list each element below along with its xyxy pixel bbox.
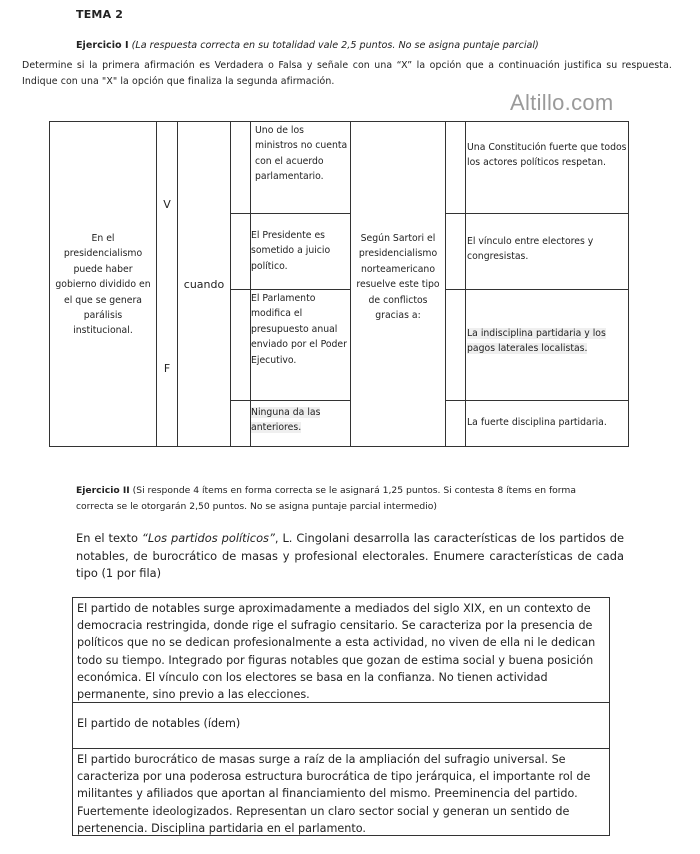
table-row: El partido de notables (ídem) bbox=[72, 702, 610, 748]
answer-3: La indisciplina partidaria y los pagos laterales localistas. bbox=[467, 328, 606, 355]
option-4: Ninguna da las anteriores. bbox=[251, 407, 321, 434]
option-1: Uno de los ministros no cuenta con el acuerdo parlamentario. bbox=[255, 125, 348, 183]
answer-2: El vínculo entre electores y congresistas. bbox=[467, 236, 594, 263]
answer-4: La fuerte disciplina partidaria. bbox=[467, 417, 607, 428]
intro-book-title: “Los partidos políticos” bbox=[141, 531, 275, 545]
exercise-2-heading bbox=[76, 483, 616, 515]
exercise-2-intro bbox=[76, 530, 624, 583]
exercise-2-note: (Si responde 4 ítems en forma correcta se le asignará 1,25 puntos. Si contesta 8 ítems en forma correcta se le otorgarán 2,50 puntos. No se asigna puntaje parcial intermedio) bbox=[76, 485, 577, 512]
true-marker: V bbox=[163, 198, 171, 211]
false-marker: F bbox=[163, 362, 171, 375]
option-2: El Presidente es sometido a juicio político. bbox=[251, 230, 331, 272]
exercise-1-instructions: Determine si la primera afirmación es Verdadera o Falsa y señale con una “X” la opción que a continuación justifica su respuesta. Indique con una "X" la opción que finaliza la segunda afirmación. bbox=[22, 60, 672, 87]
page-title: TEMA 2 bbox=[76, 8, 124, 21]
exercise-2-label: Ejercicio II bbox=[76, 485, 130, 496]
connector-word: cuando bbox=[183, 278, 225, 291]
intro-text-start: En el texto bbox=[76, 531, 142, 545]
option-3: El Parlamento modifica el presupuesto anual enviado por el Poder Ejecutivo. bbox=[251, 293, 347, 366]
statement-cell: En el presidencialismo puede haber gobierno dividido en el que se genera parálisis institucional. bbox=[55, 233, 151, 337]
table-row: El partido burocrático de masas surge a raíz de la ampliación del sufragio universal. Se caracteriza por una poderosa estructura burocrática de tipo jerárquica, el importante rol de militantes y afiliados que aportan al financiamiento del mismo. Preeminencia del partido. Fuertemente ideologizados. Representan un claro sector social y generan un sentido de pertenencia. Disciplina partidaria en el parlamento. bbox=[72, 748, 610, 836]
answer-1: Una Constitución fuerte que todos los actores políticos respetan. bbox=[467, 142, 627, 169]
watermark-logo: Altillo.com bbox=[510, 90, 614, 115]
second-statement-cell: Según Sartori el presidencialismo norteamericano resuelve este tipo de conflictos gracias a: bbox=[356, 233, 440, 322]
exercise-1-table bbox=[49, 121, 629, 447]
exercise-1-heading bbox=[76, 40, 539, 51]
table-row: El partido de notables surge aproximadamente a mediados del siglo XIX, en un contexto de democracia restringida, donde rige el sufragio censitario. Se caracteriza por la presencia de políticos que no se dedican profesionalmente a esta actividad, no viven de ella ni le dedican todo su tiempo. Integrado por figuras notables que gozan de estima social y buena posición económica. El vínculo con los electores se basa en la confianza. No tienen actividad permanente, sino previo a las elecciones. bbox=[72, 597, 610, 702]
intro-text-end: , L. Cingolani desarrolla las características de los partidos de notables, de burocrático de masas y profesional electorales. Enumere características de cada tipo (1 por fila) bbox=[76, 531, 624, 580]
exercise-1-note: (La respuesta correcta en su totalidad vale 2,5 puntos. No se asigna puntaje parcial) bbox=[131, 40, 539, 51]
exercise-1-label: Ejercicio I bbox=[76, 40, 129, 51]
exercise-2-table bbox=[72, 597, 610, 836]
